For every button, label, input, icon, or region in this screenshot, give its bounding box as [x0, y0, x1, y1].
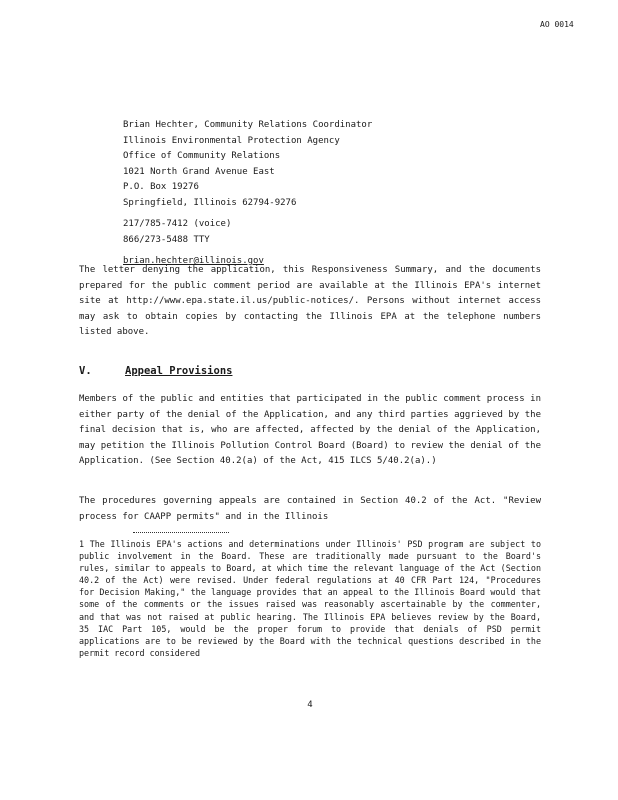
- appeal-paragraph: Members of the public and entities that participated in the public comment process in either party of the denial of the Application, and any third parties aggrieved by the final decision that is, who are affected, affected by the denial of the Application, may petition the Illinois Pollution Control Board (Board) to review the denial of the Application. (See Section 40.2(a) of the Act, 415 ILCS 5/40.2(a).): [79, 394, 541, 467]
- address-block: [123, 118, 372, 270]
- phone-tty: 866/273-5488 TTY: [123, 234, 210, 245]
- address-line-agency: Illinois Environmental Protection Agency: [123, 135, 340, 146]
- availability-paragraph: The letter denying the application, this Responsiveness Summary, and the documents prepared for the public comment period are available at the Illinois EPA's internet site at http://www.epa.state.il.us/public-notices/. Persons without internet access may ask to obtain copies by contacting the Illinois EPA at the telephone numbers listed above.: [79, 265, 541, 338]
- address-line-street: 1021 North Grand Avenue East: [123, 166, 275, 177]
- contact-email-link[interactable]: brian.hechter@illinois.gov: [123, 256, 264, 266]
- phone-voice: 217/785-7412 (voice): [123, 219, 232, 229]
- section-number: V.: [79, 365, 92, 377]
- procedures-paragraph: The procedures governing appeals are contained in Section 40.2 of the Act. "Review process for CAAPP permits" and in the Illinois: [79, 496, 541, 522]
- section-heading: [79, 365, 232, 377]
- page-id: AO 0014: [540, 20, 574, 29]
- address-line-city: Springfield, Illinois 62794-9276: [123, 197, 297, 208]
- page-number: 4: [307, 700, 313, 710]
- section-title: Appeal Provisions: [125, 365, 233, 377]
- address-line-po-box: P.O. Box 19276: [123, 182, 199, 192]
- address-line-office: Office of Community Relations: [123, 151, 281, 161]
- footnote-divider: [133, 532, 229, 533]
- footnote: 1 The Illinois EPA's actions and determinations under Illinois' PSD program are subject to public involvement in the Board. These are traditionally made pursuant to the Board's rules, similar to appeals to Board, at which time the relevant language of the Act (Section 40.2 of the Act) were revised. Under federal regulations at 40 CFR Part 124, "Procedures for Decision Making," the language provides that an appeal to the Illinois Board would that some of the comments or the issues raised was reasonably ascertainable by the commenter, and that was not raised at public hearing. The Illinois EPA believes review by the Board, 35 IAC Part 105, would be the proper forum to provide that denials of PSD permit applications are to be reviewed by the Board with the technical questions described in the permit record considered: [79, 539, 541, 658]
- address-line-name: Brian Hechter, Community Relations Coordinator: [123, 120, 373, 130]
